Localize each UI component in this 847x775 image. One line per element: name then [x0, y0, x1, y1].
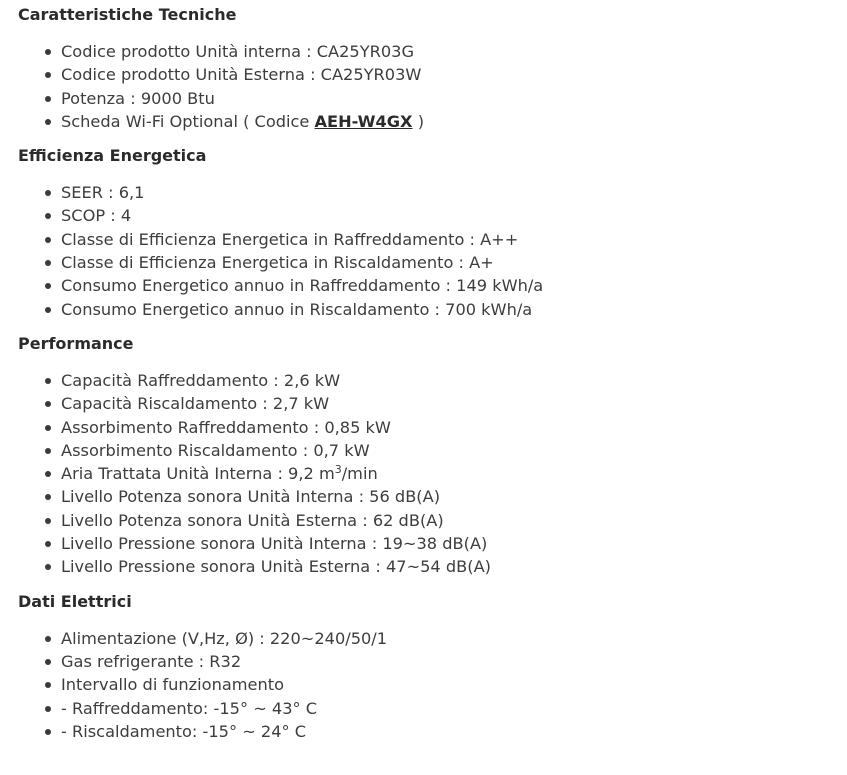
- list-item: [18, 392, 847, 415]
- list-item: [18, 204, 847, 227]
- spec-list-caratteristiche: [18, 40, 847, 133]
- bullet-icon: [45, 283, 51, 289]
- air-text-prefix: Aria Trattata Unità Interna : 9,2 m: [61, 464, 335, 484]
- item-text: Classe di Efficienza Energetica in Riscaldamento : A+: [61, 253, 494, 273]
- item-text: Consumo Energetico annuo in Raffreddamento : 149 kWh/a: [61, 276, 544, 296]
- item-text: SCOP : 4: [61, 206, 132, 226]
- list-item: [18, 251, 847, 274]
- list-item: [18, 673, 847, 696]
- bullet-icon: [45, 401, 51, 407]
- bullet-icon: [45, 564, 51, 570]
- list-item: [18, 228, 847, 251]
- list-item: [18, 181, 847, 204]
- wifi-text-prefix: Scheda Wi-Fi Optional ( Codice: [61, 111, 315, 131]
- list-item: [18, 369, 847, 392]
- bullet-icon: [45, 425, 51, 431]
- list-item: [18, 462, 847, 485]
- section-title-dati-elettrici: Dati Elettrici: [18, 591, 132, 611]
- item-text: Assorbimento Raffreddamento : 0,85 kW: [61, 417, 391, 437]
- spec-list-dati-elettrici: [18, 627, 847, 743]
- list-item: [18, 555, 847, 578]
- list-item: [18, 416, 847, 439]
- item-text: Assorbimento Riscaldamento : 0,7 kW: [61, 440, 370, 460]
- spec-list-efficienza: [18, 181, 847, 321]
- list-item: [18, 697, 847, 720]
- item-text: Livello Potenza sonora Unità Interna : 56 dB(A): [61, 487, 441, 507]
- list-item: [18, 87, 847, 110]
- list-item: [18, 40, 847, 63]
- air-text-suffix: /min: [341, 464, 378, 484]
- bullet-icon: [45, 706, 51, 712]
- bullet-icon: [45, 636, 51, 642]
- item-text: Livello Potenza sonora Unità Esterna : 62 dB(A): [61, 510, 444, 530]
- list-item: [18, 509, 847, 532]
- list-item: [18, 532, 847, 555]
- list-item: [18, 439, 847, 462]
- bullet-icon: [45, 72, 51, 78]
- section-title-performance: Performance: [18, 333, 134, 353]
- wifi-text-suffix: ): [412, 111, 425, 131]
- item-text: Codice prodotto Unità interna : CA25YR03G: [61, 42, 415, 61]
- item-text: Capacità Riscaldamento : 2,7 kW: [61, 394, 330, 414]
- bullet-icon: [45, 448, 51, 454]
- bullet-icon: [45, 307, 51, 313]
- list-item: [18, 650, 847, 673]
- bullet-icon: [45, 471, 51, 477]
- section-title-efficienza: Efficienza Energetica: [18, 146, 207, 166]
- spec-list-performance: [18, 369, 847, 579]
- section-title-caratteristiche: Caratteristiche Tecniche: [18, 5, 237, 24]
- list-item: [18, 298, 847, 321]
- item-text: Classe di Efficienza Energetica in Raffreddamento : A++: [61, 229, 519, 249]
- item-text: Codice prodotto Unità Esterna : CA25YR03W: [61, 65, 422, 85]
- list-item: [18, 485, 847, 508]
- wifi-code-link[interactable]: AEH-W4GX: [314, 111, 413, 131]
- item-text: - Raffreddamento: -15° ~ 43° C: [61, 698, 318, 718]
- bullet-icon: [45, 659, 51, 665]
- item-text: Livello Pressione sonora Unità Esterna : 47~54 dB(A): [61, 557, 491, 577]
- list-item: [18, 110, 847, 133]
- item-text: Consumo Energetico annuo in Riscaldamento : 700 kWh/a: [61, 299, 533, 319]
- item-text: Capacità Raffreddamento : 2,6 kW: [61, 370, 341, 390]
- bullet-icon: [45, 96, 51, 102]
- list-item: [18, 720, 847, 743]
- bullet-icon: [45, 729, 51, 735]
- item-text: Livello Pressione sonora Unità Interna : 19~38 dB(A): [61, 534, 488, 554]
- bullet-icon: [45, 260, 51, 266]
- bullet-icon: [45, 213, 51, 219]
- bullet-icon: [45, 378, 51, 384]
- bullet-icon: [45, 119, 51, 125]
- list-item: [18, 63, 847, 86]
- item-text: - Riscaldamento: -15° ~ 24° C: [61, 721, 307, 741]
- bullet-icon: [45, 49, 51, 55]
- air-unit-superscript: 3: [334, 463, 342, 477]
- item-text: Gas refrigerante : R32: [61, 651, 242, 671]
- bullet-icon: [45, 518, 51, 524]
- bullet-icon: [45, 190, 51, 196]
- bullet-icon: [45, 237, 51, 243]
- item-text: Alimentazione (V,Hz, Ø) : 220~240/50/1: [61, 628, 388, 648]
- item-text: Intervallo di funzionamento: [61, 675, 284, 695]
- item-text: Potenza : 9000 Btu: [61, 88, 215, 108]
- bullet-icon: [45, 682, 51, 688]
- list-item: [18, 627, 847, 650]
- bullet-icon: [45, 494, 51, 500]
- item-text: SEER : 6,1: [61, 183, 145, 203]
- list-item: [18, 274, 847, 297]
- bullet-icon: [45, 541, 51, 547]
